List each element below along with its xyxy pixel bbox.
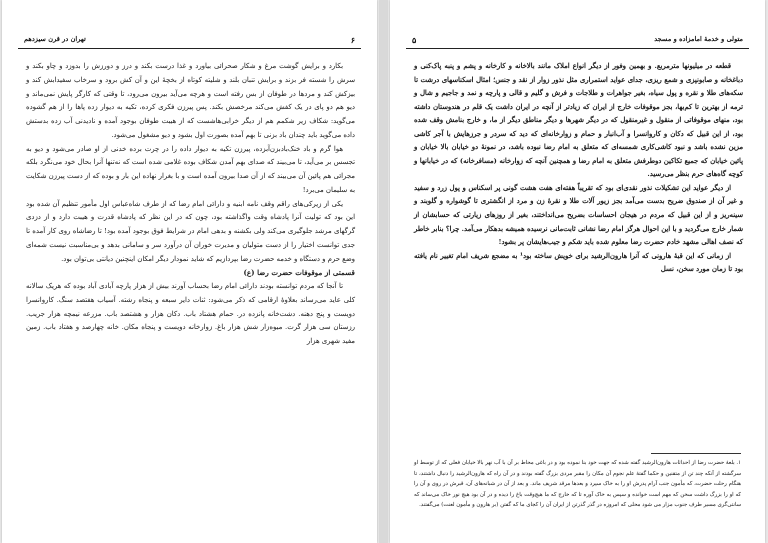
page-number: ۶: [350, 35, 355, 45]
left-page-header: [18, 34, 361, 49]
running-title: متولی و خدمهٔ امامزاده و مسجد: [654, 35, 743, 43]
right-page-body: [414, 60, 743, 277]
section-heading: قسمتی از موقوفات حضرت رضا (ع): [243, 268, 355, 278]
book-gutter: [379, 0, 388, 543]
paragraph: قطعه در میلیونها مترمربع. و بهمین وفور از دیگر انواع املاک مانند بالاخانه و کارخانه و پشم و پنبه پاک‌کنی و دباغخانه و صابونپزی و شمع ریزی، جدای عواید استمراری مثل نذور زوار از نقد و جنس؛ امثال اسکناسهای درشت تا سکه‌های طلا و نقره و پول سیاه، بغیر جواهرات و طلاجات و فرش و گلیم و قالی و پارچه و نمد و جاجیم و شال و ترمه از بهترین تا کم‌بها، بجز موقوفات خارج از ایران که زیادتر از آنچه در ایران داشت یک قلم در هندوستان داشته بود، منهای موقوفاتی از منقول و غیرمنقول که در دیگر شهرها و دیگر مناطق دیگر از ما، و خارج بنامش وقف شده بود، از این قبیل که دکان و کاروانسرا و آب‌انبار و حمام و زوارخانه‌ای که دید که سردر و جرزهایش با آجر کاشی مزین نشده باشد و نبود کاشی‌کاری شمسه‌ای که متعلق به امام رضا نبوده باشد، در نمونهٔ دو خیابان بالا خیابان و پائین خیابان که جمیع تکاکین دوطرفش متعلق به امام رضا و همچنین آنچه که زوارخانه (مسافرخانه) که در خیابانها و کوچه گاه‌های حرم بنظر می‌رسید.: [414, 62, 743, 179]
page-number: ۵: [412, 35, 417, 45]
left-page: [2, 0, 377, 543]
paragraph: از دیگر عواید این تشکیلات نذور نقدی‌ای بود که تقریباً هفته‌ای هفت هشت گونی پر اسکناس و پول زرد و سفید و غیر آن از صندوق ضریح بدست می‌آمد بجز زیور آلات طلا و نقرهٔ زن و مرد از انگشتری تا گوشواره و گلوبند و سینه‌ریز و از این قبیل که مردم در هیجان احساسات بضریح می‌انداختند، بغیر از روزهای زیارتی که حسابشان از شمار خارج می‌گردید و با این احوال هرگز امام رضا نشانی ثابت‌مانی نرسیده همیشه بدهکار می‌آمد. چرا؟ بنابر خاطر که نصف اهالی مشهد خادم حضرت رضا معلوم شده باید شکم و جیب‌هایشان پر بشود!: [414, 183, 743, 247]
paragraph: از زمانی که این قبهٔ هارونی که آنرا هارون‌الرشید برای خویش ساخته بود¹ به مضجع شریف امام تغییر نام یافته بود تا زمان مورد سخن، نسل: [414, 251, 743, 274]
paragraph: هوا گرم و باد خنک‌بادبزن‌آبزده، پیرزن تکیه به دیوار داده را در چرت برده خدنی از او صادر می‌شود و دیو به تجسس بر می‌آید، تا می‌بیند که صدای بهم آمدن شکاف بوده غلامی شده است که نه‌تنها آنرا بحال خود می‌نگرد بلکه مجرائی هم پائین آن می‌بیند که از آن صدا بیرون آمده است و با بغرار نهاده این بار و بوده که از دست پیرزن شکایت به سلیمان می‌برد!: [26, 144, 355, 194]
right-page-header: [406, 34, 749, 49]
left-page-body: [26, 60, 355, 349]
paragraph: بکارد و برایش گوشت مرغ و شکار صحرائی بیاورد و غذا درست بکند و درز و دورزش را بدوزد و چاو بکند و سرش را شسته فر بزند و برایش تنبان بلند و شلیته کوتاه از بخچهٔ این و آن کش برود و سرخاب سفیدابش کند و بیزکش کند و مردها در طوفان از بس رفته است و هرچه می‌آید بیرون می‌رود، تا وقتی که کارگر پایش نمی‌ماند و دیو هم دو پای در یک کفش می‌کند مرخصش بکند. پس پیرزن فکری کرده، تکیه به دیوار زده پاها را از هم گشوده می‌گوید: شکاف زیر شکمم هم از دیگر خرابی‌هاشست که از هیبت طوفان بوجود آمده و نادیدنی آب زده بدستش داده می‌گوید باید چندان باد بزنی تا بهم آمده بصورت اول بشود و دیو مشغول می‌شود.: [26, 62, 355, 139]
paragraph: یکی از زیرکی‌های راقم وقف نامه ابنیه و دارائی امام رضا که از طرف شاه‌عباس اول مأمور تنظیم آن شده بود این بود که تولیت آنرا پادشاه وقت واگذاشته بود، چون که در این نظر که پادشاه قدرت و هیبت دارد و از دزدی گرگهای مرشد جلوگیری می‌کند ولی بکشنه و بدهی امام در شرایط فوق بوجود آمده بود! تا رضاشاه روی کار آمده تا جدی توانست اختیار را از دست متولیان و مدیرت خوران آن درآورد سر و سامانی بدهد و بی‌مناسبت نیست شمه‌ای وضع حرم و دستگاه و خدمه حضرت رضا بپردازیم که شاید نمودار دیگر امکان اینچنین دیانتی بی‌توان بود.: [26, 199, 355, 263]
running-title: تهران در قرن سیزدهم: [24, 35, 86, 43]
footnote-divider: [651, 453, 741, 454]
paragraph: تا آنجا که مردم توانسته بودند دارائی امام رضا بحساب آورند بیش از هزار پارچه آبادی آباد بوده که هریک سالانه کلی عاید می‌رساند بعلاوهٔ ارقامی که ذکر می‌شود: ثنات دایر سبعه و پنجاه رشته. آسیاب هفتصد سنگ. کاروانسرا دویست و پنج دهنه. دشت‌خانه پانزده در. حمام هشتاد باب. دکان هزار و هشتصد باب. مزرعه نیمچه هزار جریب. رزستان سی هزار گرت. میوه‌زار شش هزار باغ. زوارخانه دویست و پنجاه مکان. خانه چهارصد و هفتاد باب. زمین مفید شهری هزار: [26, 282, 355, 345]
right-page: [390, 0, 765, 543]
footnote: ۱. بلعهٔ حضرت رضا از احداثات هارون‌الرشید گفته شده که جهت خود بنا نموده بود و در باغی محاط بر آن با آب نهر بالا خیابان فعلی که از توسط او سرگشته از آنکه چند تن از متقنین و حکما گفتهٔ علم نجوم آن مکان را مقبر مردی بزرگ گفته بودند و در آن راه که هارون‌الرشید را دنبال داشتند، تا هنگام رحلت حضرت، که مأمون جنب آرام پدرش او را به خاک سپرد و بعدها مرقد شریف ماند. و بعد از آن در شبانه‌های آن، قبرش در روی و آن را که او را بزرگ داشت سخن که مهم است خوانده و سپس به خاک آوره تا که خارج که ما هیچ‌وقت باغ را دیده و در آن بود هیچ نور خاک می‌ساند که سانتی‌گری مسیر طرف جنوب مزار می شود محلی که امروزه در گذر گذرتن از ایران آن را کجای ما که گفتن (بر هارون و مأمون لعنت) می‌گفتند.: [414, 460, 741, 509]
